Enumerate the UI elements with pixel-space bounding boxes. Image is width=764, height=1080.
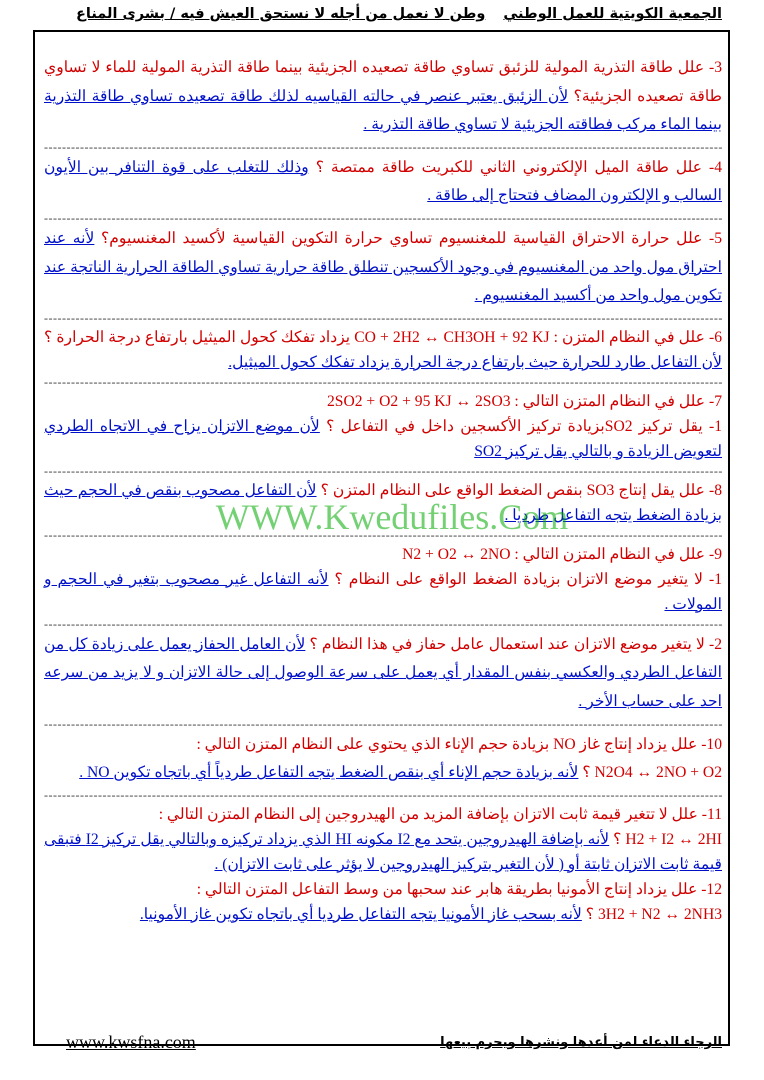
header-slogan: وطن لا نعمل من أجله لا نستحق العيش فيه / بشرى المناع [76, 6, 486, 22]
question-10 [44, 731, 722, 788]
answer-text: لأنه عند احتراق مول واحد من المغنسيوم في وجود الأكسجين تنطلق طاقة حرارية تساوي الطاقة الحرارية الناتجة عند تكوين مول واحد من أكسيد المغنسيوم . [44, 229, 722, 305]
answer-text: لأنه بسحب غاز الأمونيا يتجه التفاعل طرديا أي باتجاه تكوين غاز الأمونيا. [139, 905, 582, 923]
divider [44, 375, 722, 389]
answer-text: وذلك للتغلب على قوة التنافر بين الأيون السالب و الإلكترون المضاف فتحتاج إلى طاقة . [44, 158, 722, 205]
divider [44, 717, 722, 731]
answer-text: لأنه بزيادة حجم الإناء أي بنقص الضغط يتجه التفاعل طردياً أي باتجاه تكوين NO . [79, 764, 579, 782]
question-text: 12- علل يزداد إنتاج الأمونيا بطريقة هابر عند سحبها من وسط التفاعل المتزن التالي : [196, 880, 722, 898]
question-text: 2- لا يتغير موضع الاتزان عند استعمال عامل حفاز في هذا النظام ؟ [309, 635, 722, 653]
answer-text: لأن الزئبق يعتبر عنصر في حالته القياسيه لذلك طاقة تصعيده تساوي طاقة التذرية بينما الماء مركب فطاقته الجزيئية لا تساوي طاقة التذرية . [44, 87, 722, 134]
answer-text: لأنه بإضافة الهيدروجين يتحد مع I2 مكونه HI الذي يزداد تركيزه وبالتالي يقل تركيز I2 فتبقى قيمة ثابت الاتزان ثابتة أو ( لأن التغير بتركيز الهيدروجين لا يؤثر على ثابت الاتزان) . [44, 830, 722, 873]
divider [44, 311, 722, 325]
question-text: 9- علل في النظام المتزن التالي : N2 + O2 ↔ 2NO [402, 545, 722, 563]
question-text: 3- علل طاقة التذرية المولية للزئبق تساوي طاقة تصعيده الجزيئية بينما طاقة التذرية المولية للماء لا تساوي طاقة تصعيده الجزيئية؟ [44, 59, 722, 105]
answer-text: لأن التفاعل مصحوب بنقص في الحجم حيث بزيادة الضغط يتجه التفاعل طرديا . [44, 481, 722, 524]
page-header [22, 6, 722, 30]
answer-text: لأن العامل الحفاز يعمل على زيادة كل من التفاعل الطردي والعكسي بنفس المقدار أي يعمل على سرعة الوصول إلى حالة الاتزان و لا يزيد من سرعه احد على حساب الأخر . [44, 635, 722, 710]
question-text: 10- علل يزداد إنتاج غاز NO بزيادة حجم الإناء الذي يحتوي على النظام المتزن التالي : [196, 735, 722, 753]
question-6 [44, 325, 722, 375]
question-text: 11- علل لا تتغير قيمة ثابت الاتزان بإضافة المزيد من الهيدروجين إلى النظام المتزن التالي : [158, 805, 722, 823]
question-9 [44, 542, 722, 617]
question-text: 4- علل طاقة الميل الإلكتروني الثاني للكبريت طاقة ممتصة ؟ [315, 158, 722, 176]
question-text: 6- علل في النظام المتزن : CO + 2H2 ↔ CH3OH + 92 KJ يزداد تفكك كحول الميثيل بارتفاع درجة الحرارة ؟ [44, 328, 722, 346]
question-text: 5- علل حرارة الاحتراق القياسية للمغنسيوم تساوي حرارة التكوين القياسية لأكسيد المغنسيوم؟ [100, 229, 722, 247]
answer-text: لأنه التفاعل غير مصحوب بتغير في الحجم و المولات . [44, 570, 722, 613]
questions-content [44, 54, 722, 927]
footer-note: الرجاء الدعاء لمن أعدها ونشرها ويحرم بيعها [440, 1035, 722, 1050]
question-text: 8- علل يقل إنتاج SO3 بنقص الضغط الواقع على النظام المتزن ؟ [320, 481, 723, 499]
question-9-part-2 [44, 631, 722, 717]
question-8 [44, 478, 722, 528]
question-text: 7- علل في النظام المتزن التالي : 2SO2 + O2 + 95 KJ ↔ 2SO3 [327, 392, 722, 410]
divider [44, 464, 722, 478]
divider [44, 140, 722, 154]
question-3 [44, 54, 722, 140]
divider [44, 617, 722, 631]
sub-question-text: N2O4 ↔ 2NO + O2 ؟ [582, 764, 722, 782]
answer-text: لأن التفاعل طارد للحرارة حيث بارتفاع درجة الحرارة يزداد تفكك كحول الميثيل. [228, 353, 722, 371]
question-7 [44, 389, 722, 464]
sub-question-text: 3H2 + N2 ↔ 2NH3 ؟ [585, 905, 722, 923]
footer-website-link[interactable]: www.kwsfna.com [66, 1032, 196, 1052]
header-org-name: الجمعية الكويتية للعمل الوطني [503, 6, 722, 22]
divider [44, 211, 722, 225]
answer-text: لأن موضع الاتزان يزاح في الاتجاه الطردي لتعويض الزيادة و بالتالي يقل تركيز SO2 [44, 417, 722, 460]
watermark: WWW.Kwedufiles.Com [215, 497, 569, 537]
question-11 [44, 802, 722, 877]
divider [44, 528, 722, 542]
question-12 [44, 877, 722, 927]
question-5 [44, 225, 722, 311]
sub-question-text: 1- يقل تركيز SO2بزيادة تركيز الأكسجين داخل في التفاعل ؟ [326, 417, 723, 435]
sub-question-text: H2 + I2 ↔ 2HI ؟ [613, 830, 722, 848]
divider [44, 788, 722, 802]
question-4 [44, 154, 722, 211]
sub-question-text: 1- لا يتغير موضع الاتزان بزيادة الضغط الواقع على النظام ؟ [334, 570, 722, 588]
